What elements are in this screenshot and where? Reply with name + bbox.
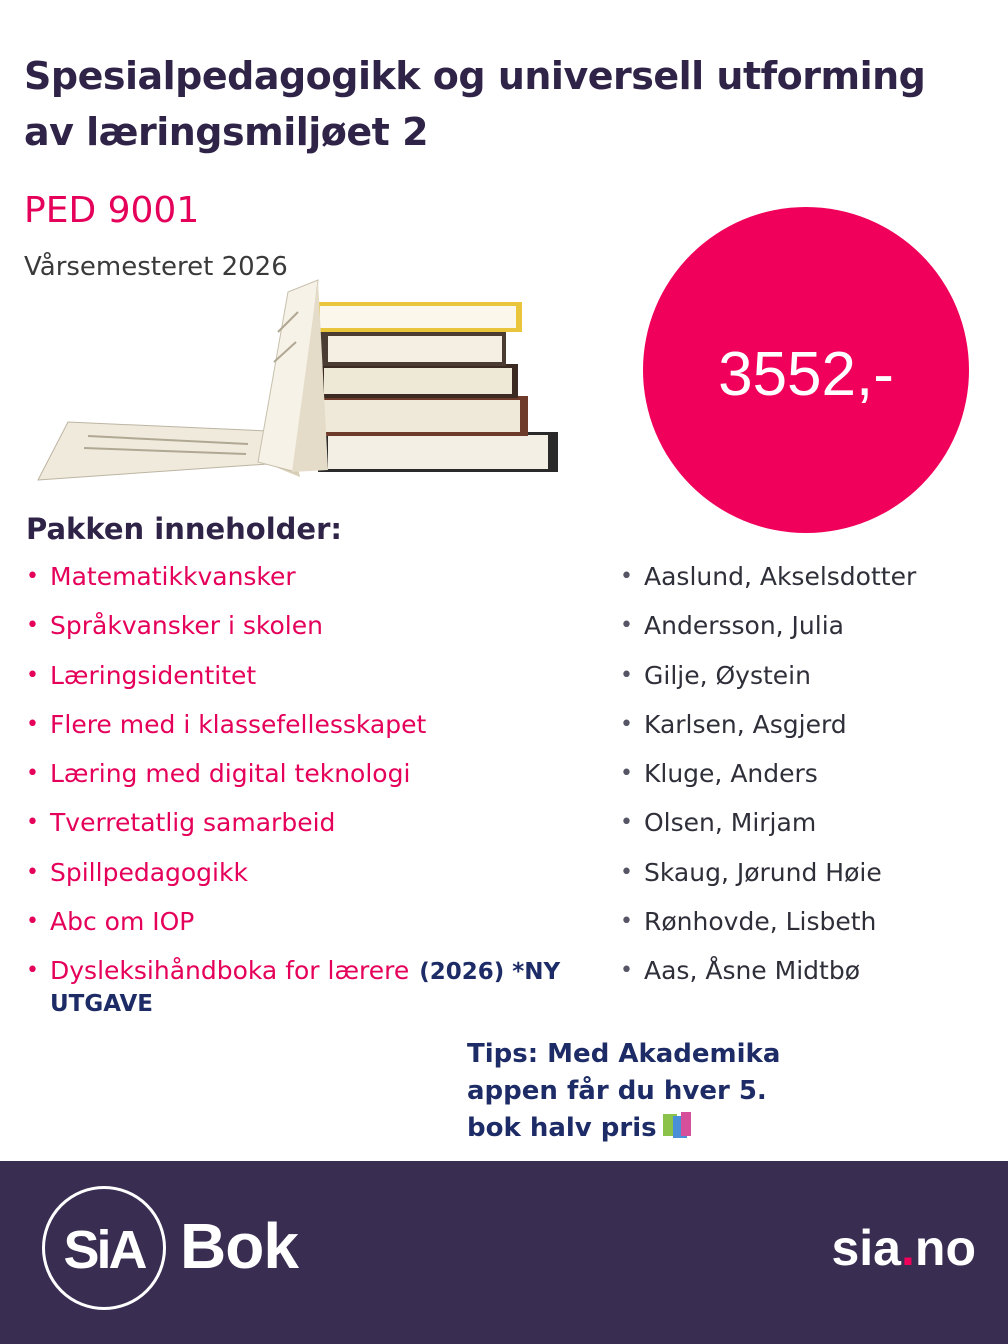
book-author: Gilje, Øystein (644, 660, 811, 690)
edition-note-continued: UTGAVE (50, 991, 153, 1018)
list-item (26, 757, 616, 806)
list-item (620, 954, 1000, 1003)
price-value: 3552,- (718, 340, 894, 409)
tips-message: Tips: Med Akademika appen får du hver 5. bok halv pris (467, 1039, 781, 1143)
bullet-icon: • (26, 958, 39, 984)
list-item (26, 954, 616, 1018)
book-author: Olsen, Mirjam (644, 808, 817, 838)
list-item (620, 905, 1000, 954)
book-title: Læringsidentitet (50, 660, 257, 690)
site-dot: . (901, 1220, 915, 1276)
author-list (620, 560, 1000, 1004)
bullet-icon: • (26, 909, 39, 935)
list-item (26, 806, 616, 855)
book-author: Karlsen, Asgjerd (644, 709, 847, 739)
book-author: Kluge, Anders (644, 759, 818, 789)
books-illustration (28, 272, 568, 492)
list-item (620, 708, 1000, 757)
list-item (26, 560, 616, 609)
bullet-icon: • (620, 564, 633, 589)
bullet-icon: • (620, 909, 633, 935)
tips-text (467, 1036, 797, 1147)
bullet-icon: • (620, 958, 633, 984)
list-item (26, 659, 616, 708)
bullet-icon: • (26, 711, 39, 737)
list-item (620, 806, 1000, 855)
bullet-icon: • (26, 761, 39, 787)
site-link[interactable] (831, 1219, 976, 1277)
footer-bar (0, 1161, 1008, 1344)
book-title-list (26, 560, 616, 1018)
book-author: Rønhovde, Lisbeth (644, 907, 877, 937)
course-code: PED 9001 (24, 190, 200, 231)
bullet-icon: • (620, 662, 633, 688)
bullet-icon: • (620, 761, 633, 787)
bullet-icon: • (26, 662, 39, 688)
book-stack-icon (304, 302, 558, 472)
list-item (26, 708, 616, 757)
book-author: Aas, Åsne Midtbø (644, 956, 860, 986)
book-title: Spillpedagogikk (50, 857, 248, 887)
bullet-icon: • (26, 859, 39, 885)
bullet-icon: • (620, 810, 633, 836)
list-item (26, 905, 616, 954)
bullet-icon: • (26, 810, 39, 836)
list-item (620, 609, 1000, 658)
book-title: Matematikkvansker (50, 562, 296, 591)
sia-logo (42, 1186, 166, 1310)
list-item (620, 560, 1000, 609)
books-emoji-icon (661, 1110, 695, 1140)
semester: Vårsemesteret 2026 (24, 252, 288, 282)
book-title: Flere med i klassefellesskapet (50, 709, 427, 739)
list-item (620, 856, 1000, 905)
list-item (26, 856, 616, 905)
list-item (620, 757, 1000, 806)
list-item (620, 659, 1000, 708)
site-name: sia (831, 1220, 901, 1276)
book-title: Dysleksihåndboka for lærere (50, 956, 410, 986)
book-author: Aaslund, Akselsdotter (644, 562, 917, 591)
logo-sia-text: SiA (63, 1220, 145, 1280)
edition-note: (2026) *NY (419, 959, 561, 986)
site-tld: no (914, 1220, 976, 1276)
book-author: Skaug, Jørund Høie (644, 857, 882, 887)
list-item (26, 609, 616, 658)
book-title: Språkvansker i skolen (50, 611, 323, 641)
book-title: Tverretatlig samarbeid (50, 808, 336, 838)
price-badge (643, 207, 969, 533)
book-author: Andersson, Julia (644, 611, 844, 641)
bullet-icon: • (620, 613, 633, 639)
bullet-icon: • (620, 859, 633, 885)
bullet-icon: • (26, 613, 39, 639)
page-title: Spesialpedagogikk og universell utforming av læringsmiljøet 2 (24, 54, 926, 154)
book-title: Abc om IOP (50, 907, 195, 937)
book-title: Læring med digital teknologi (50, 759, 411, 789)
bullet-icon: • (620, 711, 633, 737)
logo-bok-text: Bok (180, 1210, 298, 1282)
bullet-icon: • (26, 564, 39, 589)
open-book-icon (38, 280, 328, 480)
contents-heading: Pakken inneholder: (26, 512, 342, 546)
